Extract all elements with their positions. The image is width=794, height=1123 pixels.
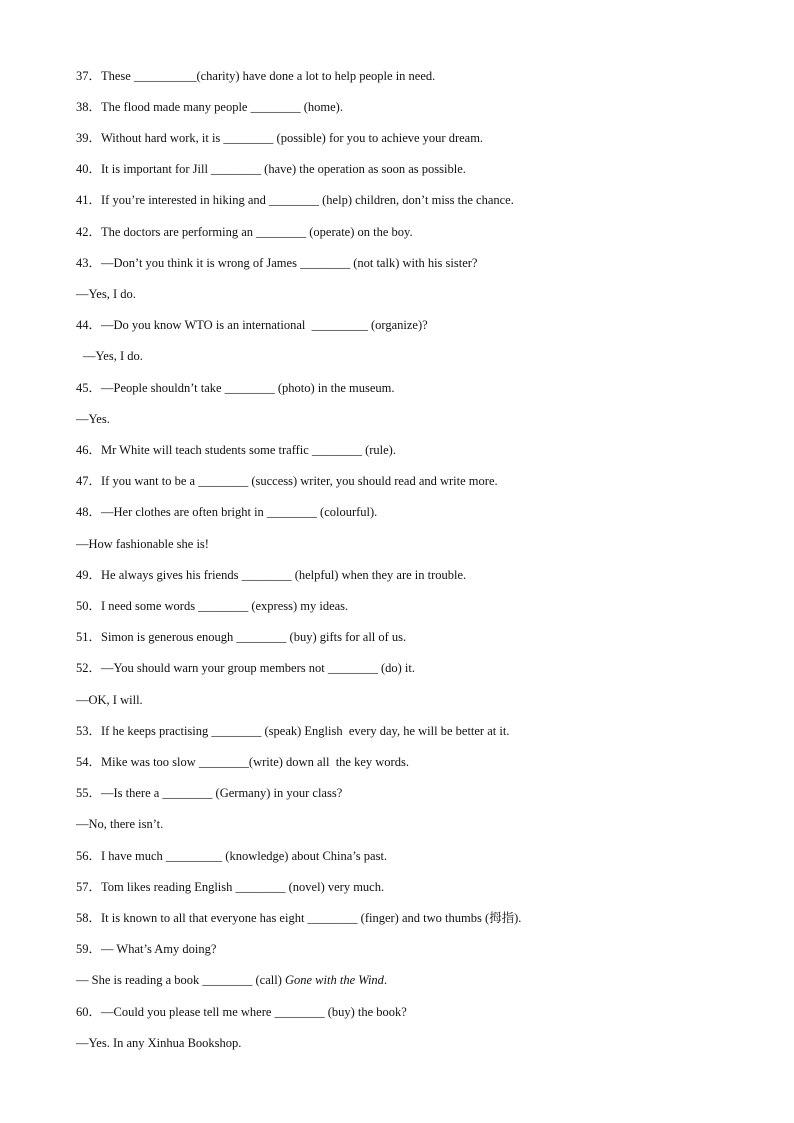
answer-59-suffix: . xyxy=(383,973,388,987)
question-39: 39．Without hard work, it is ________ (possible) for you to achieve your dream. xyxy=(76,131,484,145)
question-53: 53．If he keeps practising ________ (speak) English every day, he will be better at it. xyxy=(76,724,510,738)
answer-48: —How fashionable she is! xyxy=(76,537,209,551)
question-51: 51．Simon is generous enough ________ (buy) gifts for all of us. xyxy=(76,630,407,644)
question-41: 41．If you’re interested in hiking and ________ (help) children, don’t miss the chance. xyxy=(76,193,514,207)
answer-43: —Yes, I do. xyxy=(76,287,136,301)
question-52: 52．—You should warn your group members not ________ (do) it. xyxy=(76,661,415,675)
question-45: 45．—People shouldn’t take ________ (photo) in the museum. xyxy=(76,381,395,395)
question-49: 49．He always gives his friends ________ (helpful) when they are in trouble. xyxy=(76,568,467,582)
question-47: 47．If you want to be a ________ (success) writer, you should read and write more. xyxy=(76,474,498,488)
question-43: 43．—Don’t you think it is wrong of James ________ (not talk) with his sister? xyxy=(76,256,478,270)
answer-59 xyxy=(76,972,387,988)
answer-45: —Yes. xyxy=(76,412,110,426)
book-title: Gone with the Wind xyxy=(284,973,384,987)
answer-52: —OK, I will. xyxy=(76,693,143,707)
question-37: 37．These __________(charity) have done a lot to help people in need. xyxy=(76,69,436,83)
answer-55: —No, there isn’t. xyxy=(76,817,164,831)
question-38: 38．The flood made many people ________ (home). xyxy=(76,100,343,114)
question-42: 42．The doctors are performing an ________ (operate) on the boy. xyxy=(76,225,413,239)
answer-60: —Yes. In any Xinhua Bookshop. xyxy=(76,1036,242,1050)
question-55: 55．—Is there a ________ (Germany) in your class? xyxy=(76,786,343,800)
question-54: 54．Mike was too slow ________(write) down all the key words. xyxy=(76,755,409,769)
question-56: 56．I have much _________ (knowledge) about China’s past. xyxy=(76,849,388,863)
question-58: 58．It is known to all that everyone has eight ________ (finger) and two thumbs (拇指). xyxy=(76,911,522,925)
question-60: 60．—Could you please tell me where ________ (buy) the book? xyxy=(76,1005,407,1019)
answer-59-prefix: — She is reading a book ________ (call) xyxy=(76,973,285,987)
question-50: 50．I need some words ________ (express) my ideas. xyxy=(76,599,349,613)
question-44: 44．—Do you know WTO is an international _________ (organize)? xyxy=(76,318,428,332)
answer-44: —Yes, I do. xyxy=(83,349,143,363)
question-57: 57．Tom likes reading English ________ (novel) very much. xyxy=(76,880,385,894)
question-46: 46．Mr White will teach students some traffic ________ (rule). xyxy=(76,443,396,457)
question-59: 59．— What’s Amy doing? xyxy=(76,942,217,956)
question-48: 48．—Her clothes are often bright in ________ (colourful). xyxy=(76,505,378,519)
question-40: 40．It is important for Jill ________ (have) the operation as soon as possible. xyxy=(76,162,466,176)
